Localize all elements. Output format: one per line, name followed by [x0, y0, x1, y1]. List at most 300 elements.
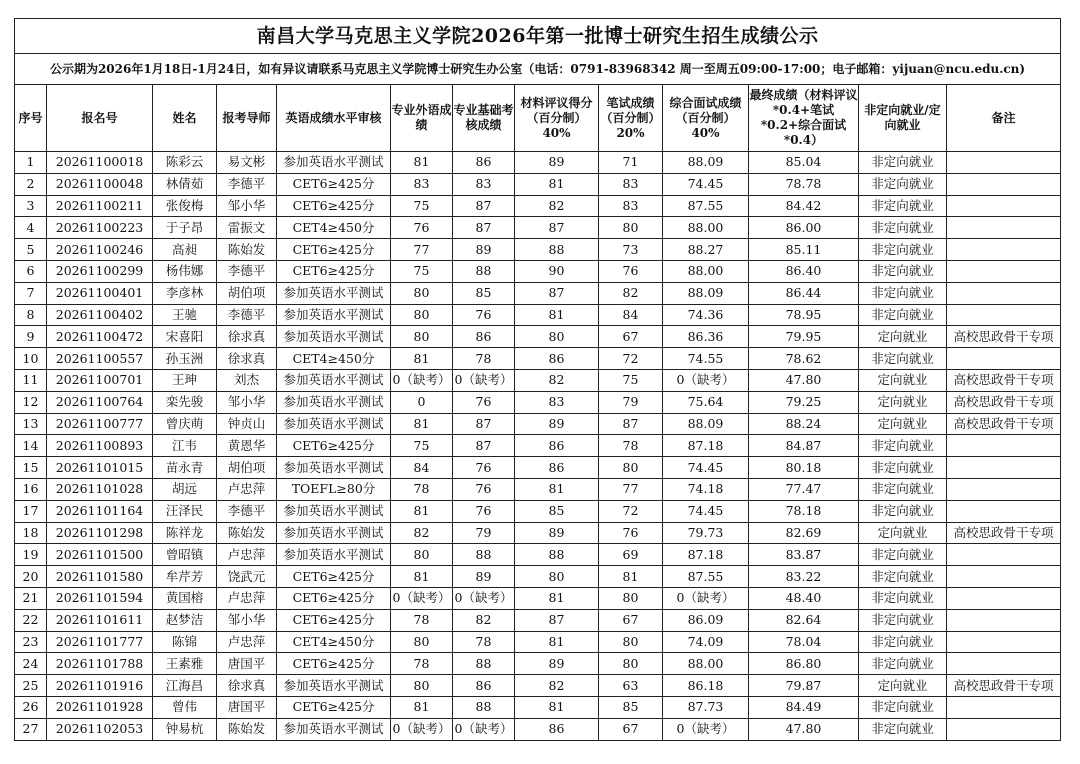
cell-written-exam-score: 72: [599, 348, 663, 370]
cell-name: 曾伟: [153, 696, 217, 718]
cell-interview-score: 87.18: [663, 435, 749, 457]
cell-interview-score: 88.09: [663, 282, 749, 304]
cell-written-exam-score: 67: [599, 718, 663, 740]
cell-registration-no: 20261101777: [47, 631, 153, 653]
cell-registration-no: 20261100893: [47, 435, 153, 457]
cell-foreign-language-score: 81: [391, 152, 453, 174]
cell-foreign-language-score: 80: [391, 304, 453, 326]
header-material-review-score: 材料评议得分（百分制）40%: [515, 85, 599, 152]
cell-interview-score: 86.36: [663, 326, 749, 348]
table-row: [15, 457, 1061, 479]
cell-english-review: CET4≥450分: [277, 217, 391, 239]
cell-foreign-language-score: 75: [391, 435, 453, 457]
cell-foreign-language-score: 0（缺考）: [391, 369, 453, 391]
cell-written-exam-score: 87: [599, 413, 663, 435]
cell-index: 11: [15, 369, 47, 391]
cell-english-review: 参加英语水平测试: [277, 718, 391, 740]
cell-employment-type: 非定向就业: [859, 173, 947, 195]
cell-english-review: CET6≥425分: [277, 696, 391, 718]
cell-material-review-score: 85: [515, 500, 599, 522]
table-row: [15, 696, 1061, 718]
table-row: [15, 348, 1061, 370]
cell-basic-assessment-score: 76: [453, 304, 515, 326]
cell-material-review-score: 80: [515, 566, 599, 588]
cell-registration-no: 20261100402: [47, 304, 153, 326]
cell-foreign-language-score: 81: [391, 566, 453, 588]
cell-foreign-language-score: 81: [391, 500, 453, 522]
cell-foreign-language-score: 84: [391, 457, 453, 479]
cell-foreign-language-score: 80: [391, 544, 453, 566]
cell-basic-assessment-score: 88: [453, 544, 515, 566]
cell-employment-type: 非定向就业: [859, 653, 947, 675]
cell-final-score: 79.87: [749, 675, 859, 697]
cell-index: 17: [15, 500, 47, 522]
table-row: [15, 326, 1061, 348]
cell-interview-score: 74.45: [663, 457, 749, 479]
cell-index: 1: [15, 152, 47, 174]
cell-interview-score: 87.55: [663, 566, 749, 588]
table-row: [15, 391, 1061, 413]
cell-employment-type: 非定向就业: [859, 544, 947, 566]
table-row: [15, 239, 1061, 261]
cell-final-score: 84.49: [749, 696, 859, 718]
cell-name: 王驰: [153, 304, 217, 326]
cell-name: 江韦: [153, 435, 217, 457]
cell-index: 26: [15, 696, 47, 718]
cell-interview-score: 0（缺考）: [663, 369, 749, 391]
cell-registration-no: 20261100557: [47, 348, 153, 370]
cell-registration-no: 20261100701: [47, 369, 153, 391]
cell-final-score: 82.69: [749, 522, 859, 544]
cell-final-score: 78.78: [749, 173, 859, 195]
cell-supervisor: 刘杰: [217, 369, 277, 391]
cell-employment-type: 非定向就业: [859, 457, 947, 479]
cell-basic-assessment-score: 88: [453, 653, 515, 675]
cell-remarks: [947, 587, 1061, 609]
cell-basic-assessment-score: 76: [453, 457, 515, 479]
header-english-review: 英语成绩水平审核: [277, 85, 391, 152]
cell-english-review: CET6≥425分: [277, 195, 391, 217]
cell-basic-assessment-score: 76: [453, 391, 515, 413]
cell-registration-no: 20261101164: [47, 500, 153, 522]
cell-remarks: [947, 173, 1061, 195]
table-row: [15, 566, 1061, 588]
cell-registration-no: 20261101916: [47, 675, 153, 697]
cell-employment-type: 非定向就业: [859, 718, 947, 740]
cell-remarks: [947, 152, 1061, 174]
header-foreign-language-score: 专业外语成绩: [391, 85, 453, 152]
cell-material-review-score: 88: [515, 239, 599, 261]
cell-english-review: 参加英语水平测试: [277, 500, 391, 522]
cell-basic-assessment-score: 78: [453, 348, 515, 370]
cell-remarks: [947, 718, 1061, 740]
cell-remarks: [947, 500, 1061, 522]
cell-basic-assessment-score: 82: [453, 609, 515, 631]
cell-registration-no: 20261100472: [47, 326, 153, 348]
cell-foreign-language-score: 80: [391, 675, 453, 697]
cell-supervisor: 黄恩华: [217, 435, 277, 457]
cell-index: 13: [15, 413, 47, 435]
cell-index: 23: [15, 631, 47, 653]
cell-remarks: [947, 348, 1061, 370]
cell-supervisor: 李德平: [217, 304, 277, 326]
cell-written-exam-score: 80: [599, 631, 663, 653]
cell-employment-type: 定向就业: [859, 369, 947, 391]
cell-written-exam-score: 83: [599, 195, 663, 217]
cell-name: 牟芹芳: [153, 566, 217, 588]
cell-written-exam-score: 76: [599, 522, 663, 544]
cell-employment-type: 非定向就业: [859, 304, 947, 326]
cell-material-review-score: 88: [515, 544, 599, 566]
cell-material-review-score: 86: [515, 718, 599, 740]
cell-index: 5: [15, 239, 47, 261]
cell-name: 王素雅: [153, 653, 217, 675]
cell-registration-no: 20261100246: [47, 239, 153, 261]
cell-basic-assessment-score: 76: [453, 500, 515, 522]
cell-final-score: 47.80: [749, 369, 859, 391]
cell-index: 14: [15, 435, 47, 457]
cell-final-score: 78.62: [749, 348, 859, 370]
cell-name: 栾先骏: [153, 391, 217, 413]
cell-foreign-language-score: 78: [391, 653, 453, 675]
cell-supervisor: 徐求真: [217, 326, 277, 348]
cell-english-review: CET6≥425分: [277, 260, 391, 282]
table-row: [15, 413, 1061, 435]
cell-index: 8: [15, 304, 47, 326]
cell-basic-assessment-score: 87: [453, 195, 515, 217]
cell-foreign-language-score: 75: [391, 260, 453, 282]
cell-remarks: [947, 282, 1061, 304]
cell-written-exam-score: 81: [599, 566, 663, 588]
cell-interview-score: 87.18: [663, 544, 749, 566]
cell-supervisor: 胡伯项: [217, 282, 277, 304]
header-employment-type: 非定向就业/定向就业: [859, 85, 947, 152]
cell-registration-no: 20261100223: [47, 217, 153, 239]
cell-foreign-language-score: 0（缺考）: [391, 587, 453, 609]
cell-material-review-score: 81: [515, 173, 599, 195]
cell-final-score: 84.42: [749, 195, 859, 217]
cell-index: 3: [15, 195, 47, 217]
cell-final-score: 78.95: [749, 304, 859, 326]
cell-name: 曾庆萌: [153, 413, 217, 435]
cell-supervisor: 易文彬: [217, 152, 277, 174]
header-name: 姓名: [153, 85, 217, 152]
cell-name: 陈锦: [153, 631, 217, 653]
cell-basic-assessment-score: 0（缺考）: [453, 718, 515, 740]
cell-interview-score: 87.55: [663, 195, 749, 217]
cell-name: 张俊梅: [153, 195, 217, 217]
cell-english-review: CET6≥425分: [277, 239, 391, 261]
cell-supervisor: 饶武元: [217, 566, 277, 588]
cell-material-review-score: 89: [515, 522, 599, 544]
cell-index: 27: [15, 718, 47, 740]
cell-english-review: CET4≥450分: [277, 348, 391, 370]
cell-english-review: CET6≥425分: [277, 566, 391, 588]
cell-remarks: [947, 478, 1061, 500]
cell-foreign-language-score: 77: [391, 239, 453, 261]
table-row: [15, 653, 1061, 675]
results-table: [14, 18, 1061, 741]
table-row: [15, 631, 1061, 653]
cell-foreign-language-score: 78: [391, 609, 453, 631]
cell-name: 林倩茹: [153, 173, 217, 195]
cell-basic-assessment-score: 86: [453, 152, 515, 174]
cell-interview-score: 88.27: [663, 239, 749, 261]
header-index: 序号: [15, 85, 47, 152]
cell-final-score: 86.44: [749, 282, 859, 304]
cell-basic-assessment-score: 87: [453, 435, 515, 457]
cell-final-score: 86.40: [749, 260, 859, 282]
cell-index: 22: [15, 609, 47, 631]
cell-index: 20: [15, 566, 47, 588]
cell-material-review-score: 89: [515, 413, 599, 435]
cell-supervisor: 卢忠萍: [217, 587, 277, 609]
cell-material-review-score: 81: [515, 304, 599, 326]
cell-registration-no: 20261101500: [47, 544, 153, 566]
cell-foreign-language-score: 78: [391, 478, 453, 500]
cell-english-review: CET6≥425分: [277, 435, 391, 457]
cell-english-review: 参加英语水平测试: [277, 522, 391, 544]
cell-basic-assessment-score: 85: [453, 282, 515, 304]
cell-material-review-score: 89: [515, 152, 599, 174]
cell-final-score: 48.40: [749, 587, 859, 609]
cell-interview-score: 0（缺考）: [663, 587, 749, 609]
cell-remarks: [947, 239, 1061, 261]
cell-index: 6: [15, 260, 47, 282]
cell-name: 胡远: [153, 478, 217, 500]
cell-material-review-score: 81: [515, 696, 599, 718]
table-row: [15, 282, 1061, 304]
cell-material-review-score: 83: [515, 391, 599, 413]
cell-interview-score: 0（缺考）: [663, 718, 749, 740]
cell-index: 12: [15, 391, 47, 413]
cell-index: 10: [15, 348, 47, 370]
cell-name: 陈祥龙: [153, 522, 217, 544]
cell-name: 高昶: [153, 239, 217, 261]
cell-final-score: 83.22: [749, 566, 859, 588]
table-row: [15, 500, 1061, 522]
cell-written-exam-score: 84: [599, 304, 663, 326]
cell-name: 钟易杭: [153, 718, 217, 740]
cell-foreign-language-score: 0（缺考）: [391, 718, 453, 740]
cell-foreign-language-score: 82: [391, 522, 453, 544]
cell-written-exam-score: 80: [599, 217, 663, 239]
cell-material-review-score: 86: [515, 348, 599, 370]
cell-final-score: 78.18: [749, 500, 859, 522]
cell-registration-no: 20261101788: [47, 653, 153, 675]
cell-basic-assessment-score: 88: [453, 696, 515, 718]
cell-english-review: 参加英语水平测试: [277, 152, 391, 174]
cell-supervisor: 卢忠萍: [217, 631, 277, 653]
cell-final-score: 82.64: [749, 609, 859, 631]
cell-basic-assessment-score: 86: [453, 675, 515, 697]
cell-interview-score: 88.00: [663, 260, 749, 282]
cell-english-review: CET6≥425分: [277, 587, 391, 609]
cell-supervisor: 陈始发: [217, 522, 277, 544]
cell-english-review: CET6≥425分: [277, 173, 391, 195]
table-row: [15, 152, 1061, 174]
cell-index: 16: [15, 478, 47, 500]
table-row: [15, 260, 1061, 282]
cell-employment-type: 定向就业: [859, 522, 947, 544]
cell-supervisor: 邹小华: [217, 609, 277, 631]
header-written-exam-score: 笔试成绩（百分制）20%: [599, 85, 663, 152]
cell-basic-assessment-score: 87: [453, 413, 515, 435]
cell-name: 杨伟娜: [153, 260, 217, 282]
cell-registration-no: 20261100048: [47, 173, 153, 195]
cell-employment-type: 非定向就业: [859, 631, 947, 653]
cell-foreign-language-score: 80: [391, 326, 453, 348]
cell-name: 汪泽民: [153, 500, 217, 522]
cell-name: 陈彩云: [153, 152, 217, 174]
cell-foreign-language-score: 75: [391, 195, 453, 217]
cell-foreign-language-score: 76: [391, 217, 453, 239]
cell-basic-assessment-score: 88: [453, 260, 515, 282]
cell-material-review-score: 81: [515, 587, 599, 609]
cell-index: 24: [15, 653, 47, 675]
cell-final-score: 77.47: [749, 478, 859, 500]
cell-remarks: [947, 544, 1061, 566]
cell-written-exam-score: 85: [599, 696, 663, 718]
cell-remarks: 高校思政骨干专项: [947, 522, 1061, 544]
cell-english-review: 参加英语水平测试: [277, 282, 391, 304]
cell-material-review-score: 81: [515, 631, 599, 653]
cell-remarks: [947, 457, 1061, 479]
cell-english-review: 参加英语水平测试: [277, 326, 391, 348]
cell-final-score: 80.18: [749, 457, 859, 479]
cell-english-review: 参加英语水平测试: [277, 457, 391, 479]
cell-english-review: CET4≥450分: [277, 631, 391, 653]
cell-supervisor: 胡伯项: [217, 457, 277, 479]
table-row: [15, 587, 1061, 609]
cell-basic-assessment-score: 89: [453, 239, 515, 261]
cell-interview-score: 74.09: [663, 631, 749, 653]
cell-final-score: 79.95: [749, 326, 859, 348]
cell-index: 15: [15, 457, 47, 479]
cell-supervisor: 徐求真: [217, 348, 277, 370]
cell-remarks: [947, 631, 1061, 653]
cell-english-review: TOEFL≥80分: [277, 478, 391, 500]
cell-remarks: [947, 609, 1061, 631]
cell-interview-score: 88.00: [663, 217, 749, 239]
cell-registration-no: 20261101580: [47, 566, 153, 588]
table-row: [15, 369, 1061, 391]
header-remarks: 备注: [947, 85, 1061, 152]
cell-index: 2: [15, 173, 47, 195]
cell-supervisor: 唐国平: [217, 653, 277, 675]
cell-employment-type: 非定向就业: [859, 282, 947, 304]
cell-written-exam-score: 67: [599, 609, 663, 631]
cell-registration-no: 20261101928: [47, 696, 153, 718]
cell-basic-assessment-score: 76: [453, 478, 515, 500]
cell-supervisor: 卢忠萍: [217, 544, 277, 566]
cell-written-exam-score: 72: [599, 500, 663, 522]
cell-final-score: 86.80: [749, 653, 859, 675]
cell-remarks: [947, 260, 1061, 282]
cell-basic-assessment-score: 78: [453, 631, 515, 653]
cell-employment-type: 非定向就业: [859, 478, 947, 500]
cell-final-score: 86.00: [749, 217, 859, 239]
cell-basic-assessment-score: 0（缺考）: [453, 369, 515, 391]
cell-final-score: 85.11: [749, 239, 859, 261]
cell-foreign-language-score: 81: [391, 413, 453, 435]
cell-english-review: 参加英语水平测试: [277, 391, 391, 413]
cell-material-review-score: 82: [515, 369, 599, 391]
cell-material-review-score: 82: [515, 675, 599, 697]
header-registration-no: 报名号: [47, 85, 153, 152]
cell-registration-no: 20261100401: [47, 282, 153, 304]
cell-employment-type: 非定向就业: [859, 239, 947, 261]
cell-basic-assessment-score: 87: [453, 217, 515, 239]
cell-material-review-score: 87: [515, 282, 599, 304]
cell-supervisor: 陈始发: [217, 239, 277, 261]
cell-employment-type: 非定向就业: [859, 152, 947, 174]
cell-foreign-language-score: 83: [391, 173, 453, 195]
cell-employment-type: 非定向就业: [859, 260, 947, 282]
cell-basic-assessment-score: 79: [453, 522, 515, 544]
cell-material-review-score: 82: [515, 195, 599, 217]
cell-name: 赵梦洁: [153, 609, 217, 631]
cell-final-score: 78.04: [749, 631, 859, 653]
table-row: [15, 304, 1061, 326]
cell-english-review: CET6≥425分: [277, 609, 391, 631]
cell-english-review: 参加英语水平测试: [277, 369, 391, 391]
cell-interview-score: 74.18: [663, 478, 749, 500]
cell-interview-score: 86.18: [663, 675, 749, 697]
table-row: [15, 173, 1061, 195]
header-row: [15, 85, 1061, 152]
cell-material-review-score: 87: [515, 217, 599, 239]
cell-supervisor: 唐国平: [217, 696, 277, 718]
cell-remarks: 高校思政骨干专项: [947, 675, 1061, 697]
cell-interview-score: 74.45: [663, 173, 749, 195]
cell-name: 于子昂: [153, 217, 217, 239]
cell-basic-assessment-score: 83: [453, 173, 515, 195]
cell-supervisor: 李德平: [217, 173, 277, 195]
cell-employment-type: 非定向就业: [859, 696, 947, 718]
cell-registration-no: 20261101015: [47, 457, 153, 479]
table-row: [15, 217, 1061, 239]
cell-final-score: 47.80: [749, 718, 859, 740]
cell-remarks: [947, 304, 1061, 326]
cell-remarks: [947, 217, 1061, 239]
cell-name: 曾昭镇: [153, 544, 217, 566]
header-supervisor: 报考导师: [217, 85, 277, 152]
cell-supervisor: 邹小华: [217, 195, 277, 217]
cell-name: 宋喜阳: [153, 326, 217, 348]
cell-supervisor: 卢忠萍: [217, 478, 277, 500]
cell-foreign-language-score: 80: [391, 631, 453, 653]
cell-interview-score: 88.00: [663, 653, 749, 675]
cell-registration-no: 20261100299: [47, 260, 153, 282]
cell-employment-type: 非定向就业: [859, 566, 947, 588]
cell-employment-type: 定向就业: [859, 326, 947, 348]
cell-supervisor: 钟贞山: [217, 413, 277, 435]
cell-foreign-language-score: 0: [391, 391, 453, 413]
cell-supervisor: 李德平: [217, 260, 277, 282]
cell-final-score: 83.87: [749, 544, 859, 566]
header-final-score: 最终成绩（材料评议*0.4+笔试*0.2+综合面试*0.4）: [749, 85, 859, 152]
cell-material-review-score: 89: [515, 653, 599, 675]
cell-final-score: 88.24: [749, 413, 859, 435]
cell-interview-score: 88.09: [663, 152, 749, 174]
cell-written-exam-score: 83: [599, 173, 663, 195]
notice-text: 公示期为2026年1月18日-1月24日，如有异议请联系马克思主义学院博士研究生办公室（电话：0791-83968342 周一至周五09:00-17:00；电子邮箱：yijuan@ncu.edu.cn): [15, 54, 1061, 85]
cell-english-review: 参加英语水平测试: [277, 413, 391, 435]
cell-basic-assessment-score: 0（缺考）: [453, 587, 515, 609]
cell-final-score: 79.25: [749, 391, 859, 413]
cell-written-exam-score: 80: [599, 587, 663, 609]
